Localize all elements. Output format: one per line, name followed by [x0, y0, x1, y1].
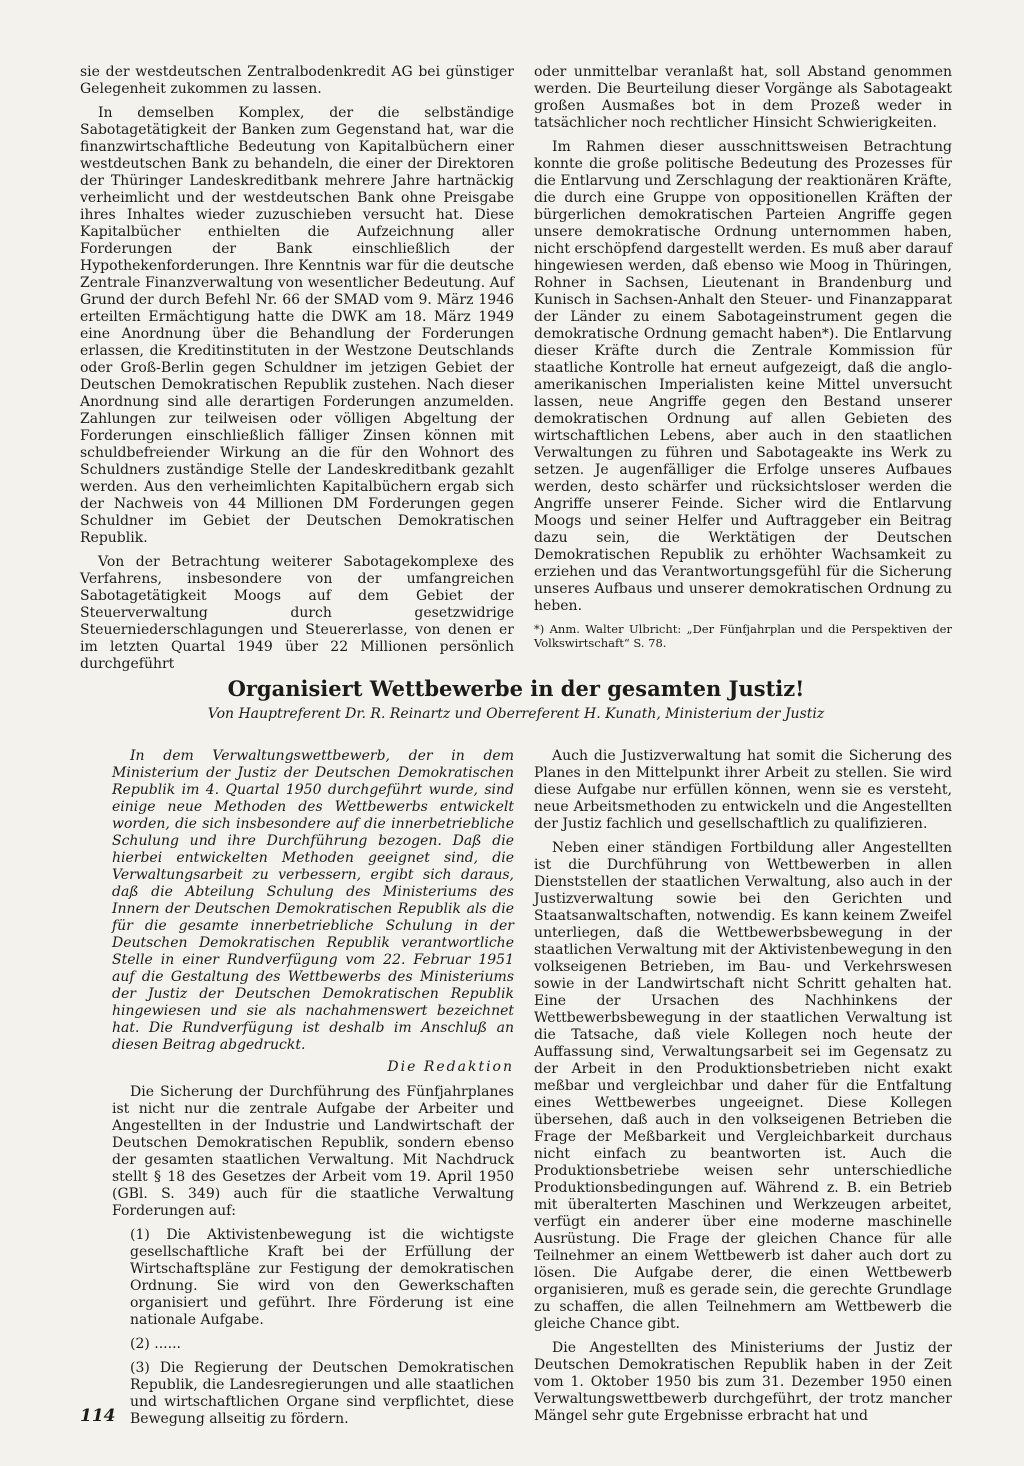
paragraph: Die Sicherung der Durchführung des Fünfjahrplanes ist nicht nur die zentrale Aufgabe der Arbeiter und Angestellten in der Industrie und Landwirtschaft der Deutschen Demokratischen Republik, sondern ebenso der gesamten staatlichen Verwaltung. Mit Nachdruck stellt § 18 des Gesetzes der Arbeit vom 19. April 1950 (GBl. S. 349) auch für die staatliche Verwaltung Forderungen auf: [112, 1084, 514, 1219]
intro-paragraph: In dem Verwaltungswettbewerb, der in dem Ministerium der Justiz der Deutschen Demokratischen Republik im 4. Quartal 1950 durchgeführt wurde, sind einige neue Methoden des Wettbewerbs entwickelt worden, die sich insbesondere auf die innerbetriebliche Schulung und ihre Durchführung bezogen. Daß die hierbei entwickelten Methoden geeignet sind, die Verwaltungsarbeit zu verbessern, ergibt sich daraus, daß die Abteilung Schulung des Ministeriums des Innern der Deutschen Demokratischen Republik als die für die gesamte innerbetriebliche Schulung in der Deutschen Demokratischen Republik verantwortliche Stelle in einer Rundverfügung vom 22. Februar 1951 auf die Gestaltung des Wettbewerbs des Ministeriums der Justiz der Deutschen Demokratischen Republik hingewiesen und sie als nachahmenswert bezeichnet hat. Die Rundverfügung ist deshalb im Anschluß an diesen Beitrag abgedruckt. [112, 748, 514, 1053]
top-left-column [80, 64, 514, 680]
law-quote [112, 1227, 514, 1428]
quote-item: (3) Die Regierung der Deutschen Demokratischen Republik, die Landesregierungen und alle staatlichen und wirtschaftlichen Organe sind verpflichtet, diese Bewegung allseitig zu fördern. [130, 1360, 514, 1427]
bottom-right-column [534, 748, 952, 1432]
paragraph: Die Angestellten des Ministeriums der Justiz der Deutschen Demokratischen Republik haben in der Zeit vom 1. Oktober 1950 bis zum 31. Dezember 1950 einen Verwaltungswettbewerb durchgeführt, der trotz mancher Mängel sehr gute Ergebnisse erbracht hat und [534, 1340, 952, 1424]
paragraph: Neben einer ständigen Fortbildung aller Angestellten ist die Durchführung von Wettbewerben in allen Dienststellen der staatlichen Verwaltung, also auch in der Justizverwaltung sowie bei den Gerichten und Staatsanwaltschaften, notwendig. Es kann keinem Zweifel unterliegen, daß die Wettbewerbsbewegung in der staatlichen Verwaltung mit der Aktivistenbewegung in den volkseigenen Betrieben, im Bau- und Verkehrswesen sowie in der Landwirtschaft nicht Schritt gehalten hat. Eine der Ursachen des Nachhinkens der Wettbewerbsbewegung in der staatlichen Verwaltung ist die Tatsache, daß viele Kollegen noch heute der Auffassung sind, Verwaltungsarbeit sei im Gegensatz zu der Arbeit in den Produktionsbetrieben nicht exakt meßbar und vergleichbar und daher für die Entfaltung eines Wettbewerbes ungeeignet. Diese Kollegen übersehen, daß auch in den volkseigenen Betrieben die Frage der Meßbarkeit und Vergleichbarkeit durchaus nicht einfach zu beantworten ist. Auch die Produktionsbetriebe weisen sehr unterschiedliche Produktionsbedingungen auf. Während z. B. ein Betrieb mit überalterten Maschinen und Werkzeugen arbeitet, verfügt ein anderer über eine moderne maschinelle Ausrüstung. Die Frage der gleichen Chance für alle Teilnehmer an einem Wettbewerb ist daher auch dort zu lösen. Die Aufgabe derer, die einen Wettbewerb organisieren, muß es gerade sein, die gerechte Grundlage zu schaffen, die allen Teilnehmern am Wettbewerb die gleiche Chance gibt. [534, 840, 952, 1332]
article-byline: Von Hauptreferent Dr. R. Reinartz und Oberreferent H. Kunath, Ministerium der Justiz [207, 706, 825, 722]
editorial-intro [112, 748, 514, 1054]
editorial-signature: Die Redaktion [387, 1059, 514, 1075]
page-number: 114 [80, 1406, 116, 1426]
footnote: *) Anm. Walter Ulbricht: „Der Fünfjahrplan und die Perspektiven der Volkswirtschaft“ S. 78. [534, 622, 952, 650]
top-right-column [534, 64, 952, 657]
quote-item: (1) Die Aktivistenbewegung ist die wichtigste gesellschaftliche Kraft bei der Erfüllung der Wirtschaftspläne zur Festigung der demokratischen Ordnung. Sie wird von den Gewerkschaften organisiert und geführt. Ihre Förderung ist eine nationale Aufgabe. [130, 1227, 514, 1328]
paragraph: In demselben Komplex, der die selbständige Sabotagetätigkeit der Banken zum Gegenstand hat, war die finanzwirtschaftliche Bedeutung von Kapitalbüchern einer westdeutschen Bank zu behandeln, die einer der Direktoren der Thüringer Landeskreditbank mehrere Jahre hartnäckig verheimlicht und der westdeutschen Bank ohne Preisgabe ihres Inhaltes wieder zuzuschieben versucht hat. Diese Kapitalbücher enthielten die Aufzeichnung aller Forderungen der Bank einschließlich der Hypothekenforderungen. Ihre Kenntnis war für die deutsche Zentrale Finanzverwaltung von wesentlicher Bedeutung. Auf Grund der durch Befehl Nr. 66 der SMAD vom 9. März 1946 erteilten Ermächtigung hatte die DWK am 18. März 1949 eine Anordnung über die Behandlung der Forderungen erlassen, die Kreditinstituten in der Westzone Deutschlands oder Groß-Berlin gegen Schuldner im jetzigen Gebiet der Deutschen Demokratischen Republik zustehen. Nach dieser Anordnung sind alle derartigen Forderungen anzumelden. Zahlungen zur teilweisen oder völligen Abgeltung der Forderungen einschließlich fälliger Zinsen können mit schuldbefreiender Wirkung an die für den Wohnort des Schuldners zuständige Stelle der Landeskreditbank gezahlt werden. Aus den verheimlichten Kapitalbüchern ergab sich der Nachweis von 44 Millionen DM Forderungen gegen Schuldner im Gebiet der Deutschen Demokratischen Republik. [80, 105, 514, 546]
quote-item: (2) ...... [130, 1336, 181, 1352]
paragraph: oder unmittelbar veranlaßt hat, soll Abstand genommen werden. Die Beurteilung dieser Vorgänge als Sabotageakt großen Ausmaßes bot in dem Prozeß weder in tatsächlicher noch rechtlicher Hinsicht Schwierigkeiten. [534, 64, 952, 131]
bottom-left-column [112, 748, 514, 1435]
paragraph: Auch die Justizverwaltung hat somit die Sicherung des Planes in den Mittelpunkt ihrer Arbeit zu stellen. Sie wird diese Aufgabe nur erfüllen können, wenn sie es versteht, neue Arbeitsmethoden zu entwickeln und die Angestellten der Justiz fachlich und gesellschaftlich zu qualifizieren. [534, 748, 952, 832]
paragraph: sie der westdeutschen Zentralbodenkredit AG bei günstiger Gelegenheit zukommen zu lassen. [80, 64, 514, 97]
paragraph: Im Rahmen dieser ausschnittsweisen Betrachtung konnte die große politische Bedeutung des Prozesses für die Entlarvung und Zerschlagung der reaktionären Kräfte, die durch eine Gruppe von oppositionellen Kräften der bürgerlichen demokratischen Parteien Angriffe gegen unsere demokratische Ordnung unternommen haben, nicht erschöpfend dargestellt werden. Es muß aber darauf hingewiesen werden, daß ebenso wie Moog in Thüringen, Rohner in Sachsen, Lieutenant in Brandenburg und Kunisch in Sachsen-Anhalt den Steuer- und Finanzapparat der Länder zu einem Sabotageinstrument gegen die demokratische Ordnung gemacht haben*). Die Entlarvung dieser Kräfte durch die Zentrale Kommission für staatliche Kontrolle hat erneut aufgezeigt, daß die anglo-amerikanischen Imperialisten keine Mittel unversucht lassen, neue Angriffe gegen den Bestand unserer demokratischen Ordnung auf allen Gebieten des wirtschaftlichen Lebens, aber auch in den staatlichen Verwaltungen zu führen und Sabotageakte ins Werk zu setzen. Je augenfälliger die Erfolge unseres Aufbaues werden, desto schärfer und rücksichtsloser werden die Angriffe unserer Feinde. Sicher wird die Entlarvung Moogs und seiner Helfer und Auftraggeber ein Beitrag dazu sein, die Werktätigen der Deutschen Demokratischen Republik zu erhöhter Wachsamkeit zu erziehen und das Verantwortungsgefühl für die Sicherung unseres Aufbaus und unserer demokratischen Ordnung zu heben. [534, 139, 952, 614]
article-title: Organisiert Wettbewerbe in der gesamten Justiz! [227, 676, 805, 701]
paragraph: Von der Betrachtung weiterer Sabotagekomplexe des Verfahrens, insbesondere von der umfangreichen Sabotagetätigkeit Moogs auf dem Gebiet der Steuerverwaltung durch gesetzwidrige Steuerniederschlagungen und Steuererlasse, von denen er im letzten Quartal 1949 über 22 Millionen persönlich durchgeführt [80, 554, 514, 672]
